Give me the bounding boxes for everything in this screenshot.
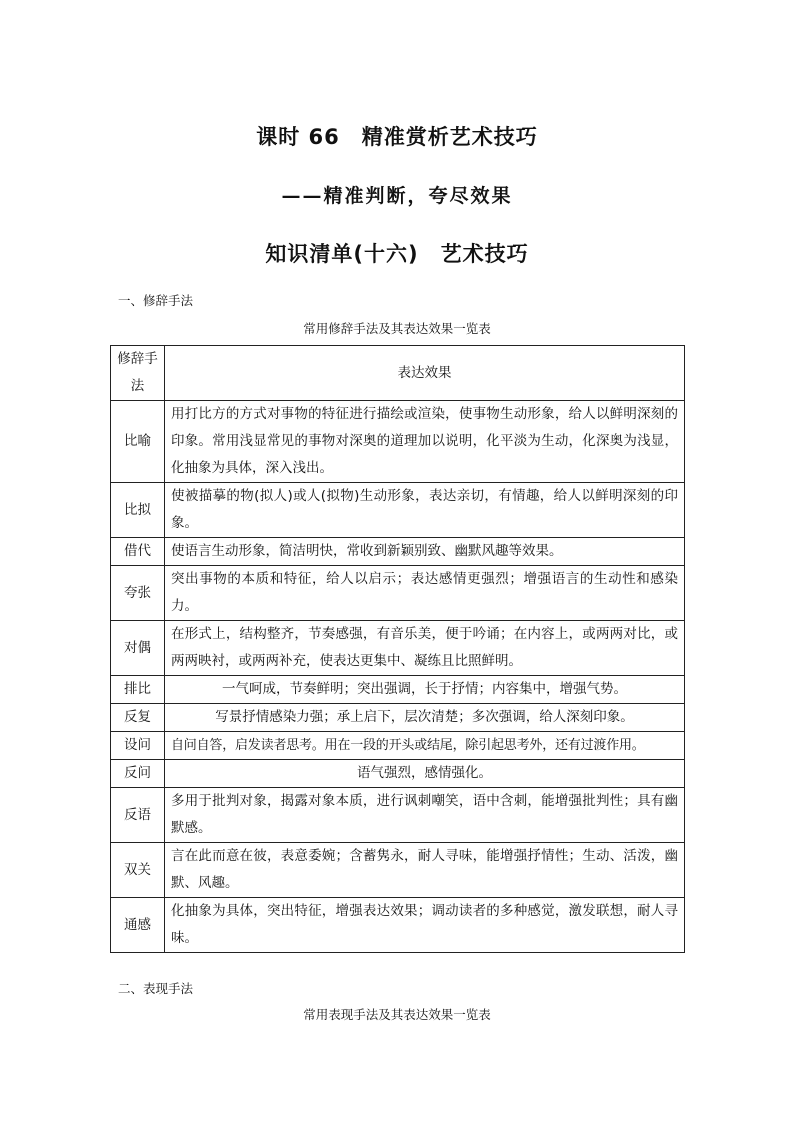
table-row (111, 788, 685, 843)
row-effect: 使语言生动形象，简洁明快，常收到新颖别致、幽默风趣等效果。 (165, 538, 685, 566)
row-effect: 化抽象为具体，突出特征，增强表达效果；调动读者的多种感觉，激发联想，耐人寻味。 (165, 898, 685, 953)
table-row (111, 566, 685, 621)
part1-label: 一、修辞手法 (118, 293, 194, 308)
part2-label: 二、表现手法 (118, 981, 194, 996)
table-row (111, 732, 685, 760)
row-name: 比喻 (111, 401, 165, 483)
row-name: 比拟 (111, 483, 165, 538)
table-row (111, 676, 685, 704)
row-effect: 突出事物的本质和特征，给人以启示；表达感情更强烈；增强语言的生动性和感染力。 (165, 566, 685, 621)
row-effect: 一气呵成，节奏鲜明；突出强调，长于抒情；内容集中，增强气势。 (165, 676, 685, 704)
part1-table-caption: 常用修辞手法及其表达效果一览表 (303, 321, 491, 336)
table-row (111, 704, 685, 732)
table-row (111, 898, 685, 953)
row-name: 双关 (111, 843, 165, 898)
row-effect: 语气强烈，感情强化。 (165, 760, 685, 788)
table-row (111, 760, 685, 788)
row-effect: 多用于批判对象，揭露对象本质，进行讽刺嘲笑，语中含刺，能增强批判性；具有幽默感。 (165, 788, 685, 843)
row-effect: 使被描摹的物(拟人)或人(拟物)生动形象，表达亲切，有情趣，给人以鲜明深刻的印象。 (165, 483, 685, 538)
row-name: 对偶 (111, 621, 165, 676)
row-effect: 自问自答，启发读者思考。用在一段的开头或结尾，除引起思考外，还有过渡作用。 (165, 732, 685, 760)
table-row (111, 483, 685, 538)
row-effect: 用打比方的方式对事物的特征进行描绘或渲染，使事物生动形象，给人以鲜明深刻的印象。常用浅显常见的事物对深奥的道理加以说明，化平淡为生动，化深奥为浅显，化抽象为具体，深入浅出。 (165, 401, 685, 483)
section-heading: 知识清单(十六) 艺术技巧 (265, 242, 529, 266)
row-name: 夸张 (111, 566, 165, 621)
page-title: 课时 66 精准赏析艺术技巧 (256, 125, 538, 149)
row-name: 通感 (111, 898, 165, 953)
part2-table-caption: 常用表现手法及其表达效果一览表 (303, 1007, 491, 1022)
rhetoric-table (110, 345, 685, 953)
table-row (111, 538, 685, 566)
table-header-row (111, 346, 685, 401)
table-row (111, 621, 685, 676)
row-effect: 言在此而意在彼，表意委婉；含蓄隽永，耐人寻味，能增强抒情性；生动、活泼，幽默、风趣。 (165, 843, 685, 898)
page-subtitle: ——精准判断，夸尽效果 (281, 185, 513, 207)
row-name: 反问 (111, 760, 165, 788)
row-name: 反语 (111, 788, 165, 843)
header-cell-effect: 表达效果 (165, 346, 685, 401)
header-name-text: 修辞手法 (117, 351, 158, 394)
row-name: 设问 (111, 732, 165, 760)
row-effect: 在形式上，结构整齐，节奏感强，有音乐美，便于吟诵；在内容上，或两两对比，或两两映衬，或两两补充，使表达更集中、凝练且比照鲜明。 (165, 621, 685, 676)
row-name: 借代 (111, 538, 165, 566)
table-row (111, 401, 685, 483)
row-effect: 写景抒情感染力强；承上启下，层次清楚；多次强调，给人深刻印象。 (165, 704, 685, 732)
row-name: 反复 (111, 704, 165, 732)
row-name: 排比 (111, 676, 165, 704)
table-row (111, 843, 685, 898)
header-cell-name (111, 346, 165, 401)
